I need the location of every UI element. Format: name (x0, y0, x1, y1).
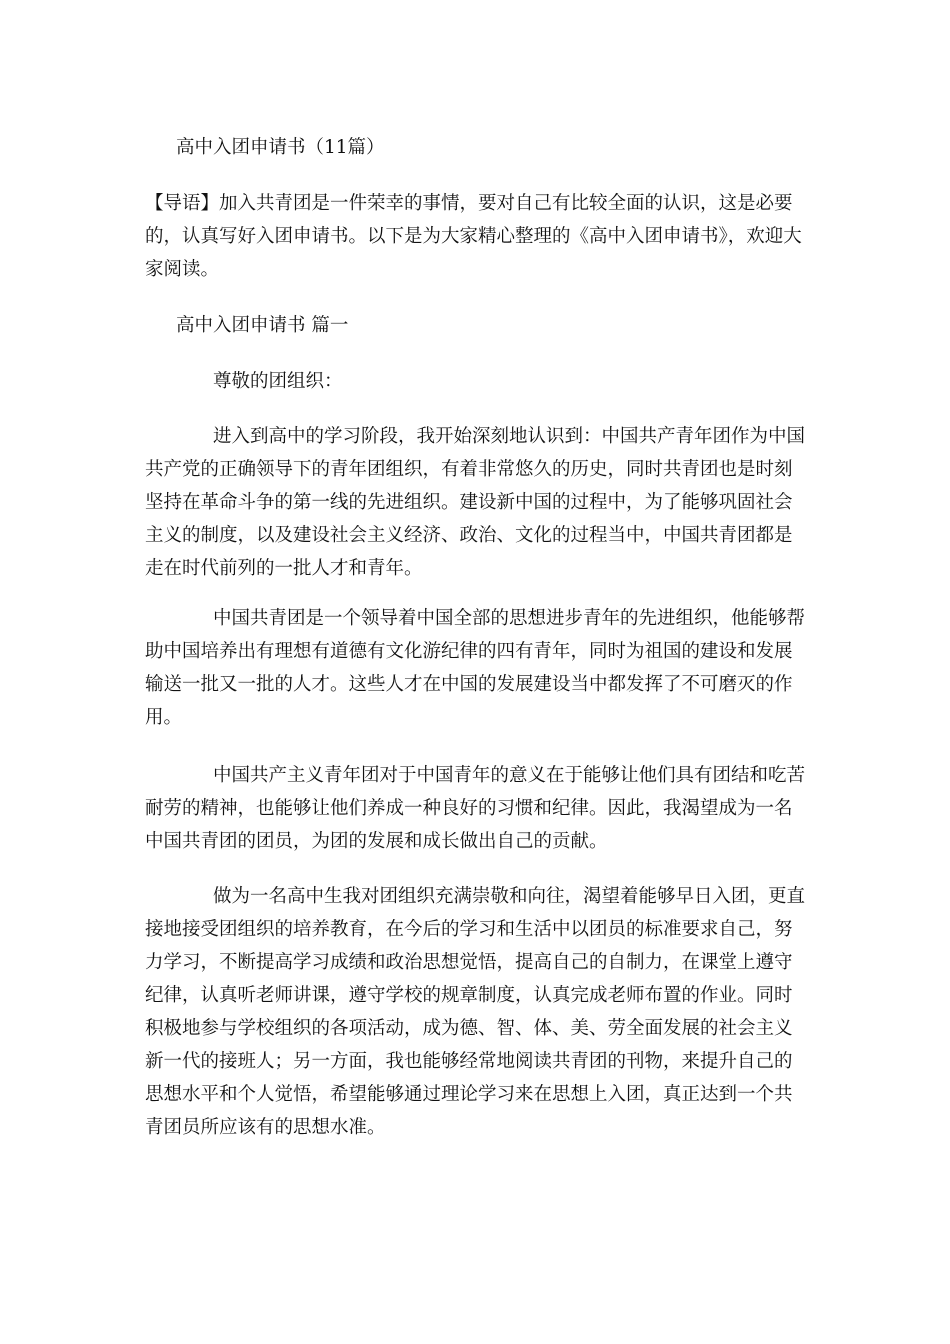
intro-paragraph: 【导语】加入共青团是一件荣幸的事情，要对自己有比较全面的认识，这是必要的，认真写好入团申请书。以下是为大家精心整理的《高中入团申请书》，欢迎大家阅读。 (145, 193, 802, 280)
document-title: 高中入团申请书（11篇） (176, 137, 385, 158)
body-paragraph-3: 中国共产主义青年团对于中国青年的意义在于能够让他们具有团结和吃苦耐劳的精神，也能够让他们养成一种良好的习惯和纪律。因此，我渴望成为一名中国共青团的团员，为团的发展和成长做出自己的贡献。 (145, 765, 806, 852)
section-heading: 高中入团申请书 篇一 (176, 315, 349, 336)
body-paragraph-4: 做为一名高中生我对团组织充满崇敬和向往，渴望着能够早日入团，更直接地接受团组织的培养教育，在今后的学习和生活中以团员的标准要求自己，努力学习，不断提高学习成绩和政治思想觉悟，提高自己的自制力，在课堂上遵守纪律，认真听老师讲课，遵守学校的规章制度，认真完成老师布置的作业。同时积极地参与学校组织的各项活动，成为德、智、体、美、劳全面发展的社会主义新一代的接班人；另一方面，我也能够经常地阅读共青团的刊物，来提升自己的思想水平和个人觉悟，希望能够通过理论学习来在思想上入团，真正达到一个共青团员所应该有的思想水准。 (145, 886, 806, 1138)
salutation: 尊敬的团组织： (213, 371, 343, 392)
body-paragraph-1: 进入到高中的学习阶段，我开始深刻地认识到：中国共产青年团作为中国共产党的正确领导下的青年团组织，有着非常悠久的历史，同时共青团也是时刻坚持在革命斗争的第一线的先进组织。建设新中国的过程中，为了能够巩固社会主义的制度，以及建设社会主义经济、政治、文化的过程当中，中国共青团都是走在时代前列的一批人才和青年。 (145, 426, 806, 579)
body-paragraph-2: 中国共青团是一个领导着中国全部的思想进步青年的先进组织，他能够帮助中国培养出有理想有道德有文化游纪律的四有青年，同时为祖国的建设和发展输送一批又一批的人才。这些人才在中国的发展建设当中都发挥了不可磨灭的作用。 (145, 608, 806, 728)
